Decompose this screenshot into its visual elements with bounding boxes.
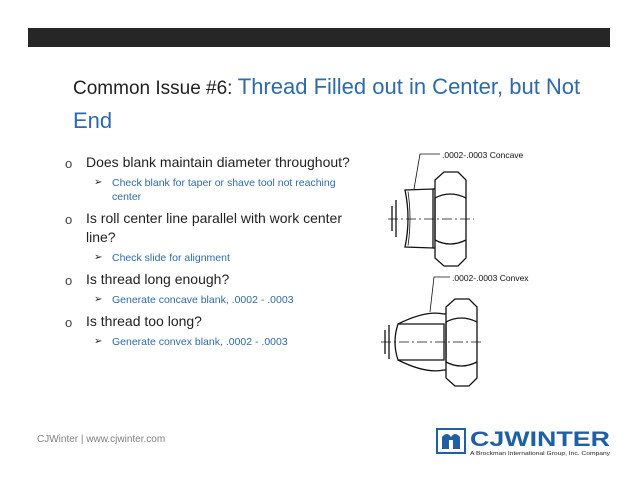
title-accent: Thread Filled out in Center, but Not End [73, 74, 581, 133]
bullet-marker: o [65, 156, 73, 171]
slide-title [73, 71, 613, 139]
question-text: Is thread too long? [86, 313, 202, 329]
logo-emblem-icon [436, 428, 466, 454]
question-text: Is thread long enough? [86, 271, 230, 287]
arrow-bullet-icon: ➢ [94, 177, 103, 188]
bullet-marker: o [65, 315, 73, 330]
sub-bullet-text: Generate concave blank, .0002 - .0003 [112, 294, 294, 306]
sub-bullet-4 [56, 335, 356, 349]
cjwinter-logo [434, 423, 614, 459]
top-bar [28, 28, 610, 47]
sub-bullet-text: Generate convex blank, .0002 - .0003 [112, 336, 288, 348]
question-1 [56, 153, 356, 172]
question-text: Is roll center line parallel with work center line? [86, 210, 342, 245]
logo-tagline: A Brockman International Group, Inc. Company [470, 451, 611, 457]
question-2 [56, 209, 356, 247]
logo-wordmark: CJWINTER [470, 428, 610, 451]
concave-label: .0002-.0003 Concave [442, 150, 524, 160]
question-text: Does blank maintain diameter throughout? [86, 154, 350, 170]
arrow-bullet-icon: ➢ [94, 294, 103, 305]
convex-label: .0002-.0003 Convex [452, 273, 529, 283]
arrow-bullet-icon: ➢ [94, 252, 103, 263]
concave-bolt-drawing [388, 154, 474, 266]
bullet-marker: o [65, 273, 73, 288]
arrow-bullet-icon: ➢ [94, 336, 103, 347]
bullet-marker: o [65, 212, 73, 227]
sub-bullet-3 [56, 293, 356, 307]
question-4 [56, 312, 356, 331]
sub-bullet-text: Check slide for alignment [112, 252, 230, 264]
sub-bullet-text: Check blank for taper or shave tool not reaching center [112, 177, 336, 203]
title-lead: Common Issue #6: [73, 78, 238, 99]
question-3 [56, 270, 356, 289]
footer-text: CJWinter | www.cjwinter.com [37, 434, 166, 445]
convex-bolt-drawing [381, 277, 484, 386]
sub-bullet-2 [56, 251, 356, 265]
sub-bullet-1 [56, 176, 356, 204]
bolt-drawings [378, 140, 558, 390]
bullet-list [56, 153, 356, 354]
